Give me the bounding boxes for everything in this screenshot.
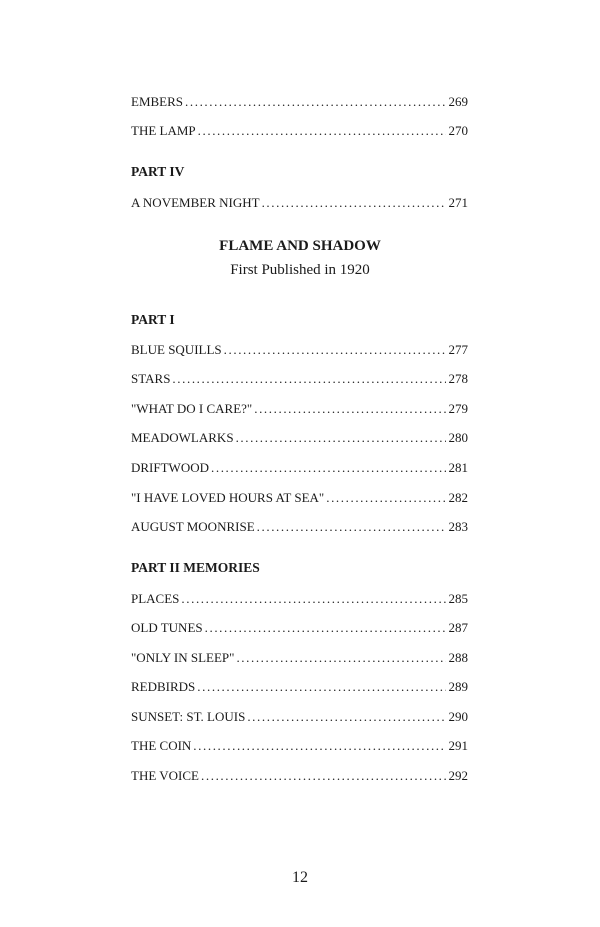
toc-entry-page: 282 xyxy=(448,490,468,505)
dot-leader xyxy=(193,738,445,754)
dot-leader xyxy=(197,679,445,695)
dot-leader xyxy=(198,123,446,139)
toc-entry-old-tunes xyxy=(131,620,468,636)
toc-entry-title: "WHAT DO I CARE?" xyxy=(131,401,253,416)
toc-entry-the-lamp xyxy=(131,123,468,139)
toc-entry-page: 278 xyxy=(448,371,468,386)
toc-entry-title: THE LAMP xyxy=(131,123,196,138)
dot-leader xyxy=(201,768,445,784)
toc-entry-page: 289 xyxy=(448,679,468,694)
toc-entry-what-do-i-care xyxy=(131,401,468,417)
toc-entry-page: 290 xyxy=(448,709,468,724)
dot-leader xyxy=(236,430,446,446)
toc-entry-redbirds xyxy=(131,679,468,695)
toc-entry-page: 283 xyxy=(448,519,468,534)
toc-entry-title: MEADOWLARKS xyxy=(131,430,234,445)
toc-entry-title: THE COIN xyxy=(131,738,192,753)
page-number: 12 xyxy=(292,869,308,886)
toc-entry-driftwood xyxy=(131,460,468,476)
toc-entry-title: OLD TUNES xyxy=(131,620,203,635)
toc-entry-title: THE VOICE xyxy=(131,768,200,783)
toc-entry-title: AUGUST MOONRISE xyxy=(131,519,255,534)
toc-entry-page: 291 xyxy=(448,738,468,753)
book-subtitle: First Published in 1920 xyxy=(230,262,370,278)
toc-entry-a-november-night xyxy=(131,195,468,211)
toc-entry-page: 280 xyxy=(448,430,468,445)
toc-entry-only-in-sleep xyxy=(131,650,468,666)
toc-entry-title: "ONLY IN SLEEP" xyxy=(131,650,235,665)
toc-entry-page: 277 xyxy=(448,342,468,357)
dot-leader xyxy=(205,620,446,636)
toc-entry-page: 269 xyxy=(448,94,468,109)
toc-entry-the-coin xyxy=(131,738,468,754)
dot-leader xyxy=(257,519,446,535)
toc-entry-stars xyxy=(131,371,468,387)
toc-entry-page: 285 xyxy=(448,591,468,606)
toc-entry-sunset-st-louis xyxy=(131,709,468,725)
dot-leader xyxy=(185,94,445,110)
toc-entry-page: 292 xyxy=(448,768,468,783)
toc-entry-page: 287 xyxy=(448,620,468,635)
toc-entry-title: SUNSET: ST. LOUIS xyxy=(131,709,246,724)
toc-entry-title: REDBIRDS xyxy=(131,679,196,694)
dot-leader xyxy=(262,195,446,211)
toc-entry-meadowlarks xyxy=(131,430,468,446)
toc-entry-i-have-loved-hours-at-sea xyxy=(131,490,468,506)
toc-entry-places xyxy=(131,591,468,607)
toc-entry-title: DRIFTWOOD xyxy=(131,460,209,475)
dot-leader xyxy=(211,460,446,476)
dot-leader xyxy=(172,371,445,387)
toc-entry-title: STARS xyxy=(131,371,171,386)
toc-entry-august-moonrise xyxy=(131,519,468,535)
toc-entry-title: EMBERS xyxy=(131,94,184,109)
toc-entry-title: PLACES xyxy=(131,591,180,606)
toc-entry-title: "I HAVE LOVED HOURS AT SEA" xyxy=(131,490,325,505)
dot-leader xyxy=(247,709,445,725)
toc-entry-blue-squills xyxy=(131,342,468,358)
toc-entry-embers xyxy=(131,94,468,110)
toc-entry-title: A NOVEMBER NIGHT xyxy=(131,195,260,210)
toc-entry-page: 281 xyxy=(448,460,468,475)
part-iv-heading: PART IV xyxy=(131,164,185,179)
part-ii-heading: PART II MEMORIES xyxy=(131,560,260,575)
dot-leader xyxy=(224,342,446,358)
toc-entry-the-voice xyxy=(131,768,468,784)
toc-entry-title: BLUE SQUILLS xyxy=(131,342,222,357)
book-title: FLAME AND SHADOW xyxy=(219,238,381,254)
dot-leader xyxy=(326,490,445,506)
dot-leader xyxy=(236,650,445,666)
dot-leader xyxy=(254,401,445,417)
part-i-heading: PART I xyxy=(131,312,175,327)
toc-entry-page: 270 xyxy=(448,123,468,138)
toc-entry-page: 288 xyxy=(448,650,468,665)
toc-entry-page: 279 xyxy=(448,401,468,416)
dot-leader xyxy=(181,591,445,607)
toc-entry-page: 271 xyxy=(448,195,468,210)
